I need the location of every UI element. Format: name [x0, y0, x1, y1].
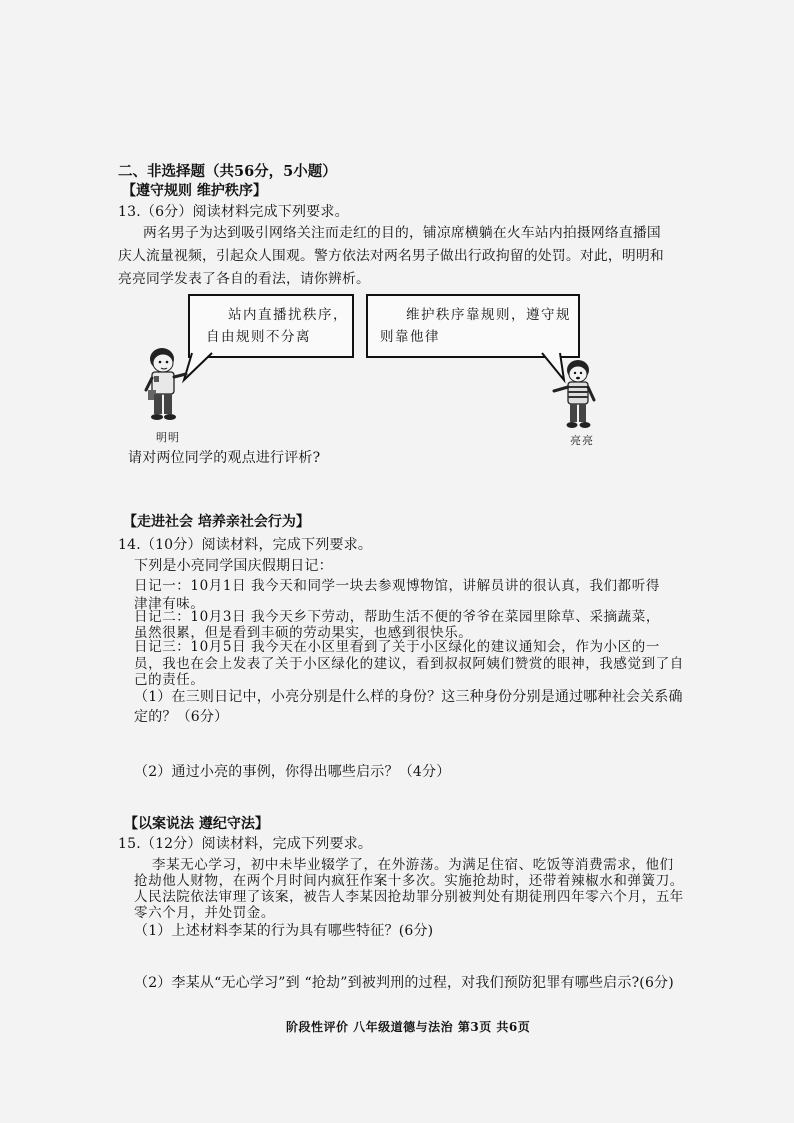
q13-tag: 【遵守规则 维护秩序】 [122, 183, 267, 199]
q14-diary-line: 员，我也在会上发表了关于小区绿化的建议，看到叔叔阿姨们赞赏的眼神，我感觉到了自 [134, 656, 684, 672]
bubble-right-line: 则靠他律 [380, 329, 440, 345]
page-footer: 阶段性评价 八年级道德与法治 第3页 共6页 [286, 1020, 531, 1034]
q15-para-line: 抢劫他人财物，在两个月时间内疯狂作案十多次。实施抢劫时，还带着辣椒水和弹簧刀。 [134, 873, 684, 889]
q14-diary-line: 虽然很累，但是看到丰硕的劳动果实，也感到很快乐。 [134, 625, 473, 641]
q15-sub1: （1）上述材料李某的行为具有哪些特征？(6分) [134, 923, 434, 939]
q15-sub2: （2）李某从“无心学习”到 “抢劫”到被判刑的过程，对我们预防犯罪有哪些启示?(6分) [134, 975, 674, 991]
boy-illustration-left [140, 344, 190, 428]
name-label-left: 明明 [156, 431, 180, 444]
q13-para-line: 两名男子为达到吸引网络关注而走红的目的，铺凉席横躺在火车站内拍摄网络直播国 [143, 225, 661, 241]
q14-sub1-line: （1）在三则日记中，小亮分别是什么样的身份？这三种身份分别是通过哪种社会关系确 [134, 689, 683, 705]
q14-intro: 下列是小亮同学国庆假期日记： [134, 558, 333, 574]
q13-para-line: 庆人流量视频，引起众人围观。警方依法对两名男子做出行政拘留的处罚。对此，明明和 [118, 248, 664, 264]
q15-para-line: 零六个月，并处罚金。 [134, 905, 275, 921]
q15-para-line: 李某无心学习，初中未毕业辍学了，在外游荡。为满足住宿、吃饭等消费需求，他们 [152, 857, 674, 873]
boy-illustration-right [548, 358, 604, 432]
q14-diary-line: 津津有味。 [134, 596, 205, 612]
speech-bubble-left [188, 294, 354, 358]
bubble-right-line: 维护秩序靠规则，遵守规 [406, 307, 571, 323]
q14-tag: 【走进社会 培养亲社会行为】 [123, 514, 310, 530]
q14-sub2: （2）通过小亮的事例，你得出哪些启示？（4分） [134, 764, 451, 780]
q13-para-line: 亮亮同学发表了各自的看法，请你辨析。 [118, 271, 370, 287]
q15-para-line: 人民法院依法审理了该案，被告人李某因抢劫罪分别被判处有期徒刑四年零六个月，五年 [134, 889, 684, 905]
q14-diary-line: 己的责任。 [134, 672, 205, 688]
q14-stem: 14.（10分）阅读材料，完成下列要求。 [118, 537, 373, 553]
q14-diary-line: 日记一：10月1日 我今天和同学一块去参观博物馆，讲解员讲的很认真，我们都听得 [134, 578, 660, 594]
q14-diary-line: 日记二：10月3日 我今天乡下劳动，帮助生活不便的爷爷在菜园里除草、采摘蔬菜， [134, 609, 660, 625]
q15-tag: 【以案说法 遵纪守法】 [124, 816, 269, 832]
bubble-left-line: 自由规则不分离 [206, 329, 311, 345]
speech-bubble-right [366, 294, 580, 358]
bubble-left-line: 站内直播扰秩序， [228, 307, 348, 323]
q14-diary-line: 日记三：10月5日 我今天在小区里看到了关于小区绿化的建议通知会，作为小区的一 [134, 639, 660, 655]
q14-sub1-line: 定的？（6分） [134, 709, 229, 725]
name-label-right: 亮亮 [570, 434, 594, 447]
q15-stem: 15.（12分）阅读材料，完成下列要求。 [118, 836, 373, 852]
q13-question: 请对两位同学的观点进行评析? [128, 450, 321, 466]
section-title: 二、非选择题（共56分，5小题） [118, 163, 337, 180]
q13-stem: 13.（6分）阅读材料完成下列要求。 [118, 204, 349, 220]
